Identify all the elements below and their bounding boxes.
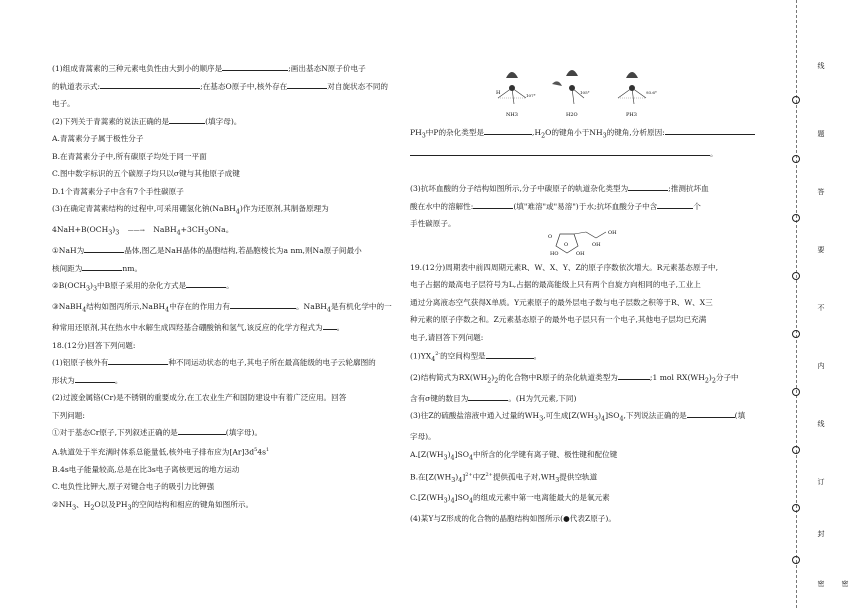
q19-line1: 19.(12分)周期表中前四周期元素R、W、X、Y、Z的原子序数依次增大。R元素基态原子中, [410, 262, 719, 272]
strip-circle [792, 272, 800, 280]
q17-2-option-d: D.1个青蒿素分子中含有7个手性碳原子 [52, 186, 184, 196]
strip-circle [792, 214, 800, 222]
h2o-molecule [552, 70, 590, 118]
q19-3-option-c: $C.[Z(WH_3)_4]SO_4$的组成元素中第一电离能最大的是氧元素 [410, 493, 610, 505]
q18-heading: 18.(12分)回答下列问题: [52, 340, 136, 350]
svg-text:O: O [564, 242, 569, 248]
molecule-geometry-figure [488, 64, 688, 124]
strip-char: 封 [817, 530, 825, 537]
q17-3-stem: (3)在确定青蒿素结构的过程中,可采用硼氢化钠(NaBH$_4$)作为还原剂,其制备原理为 [52, 204, 329, 216]
svg-text:H: H [496, 90, 501, 96]
strip-circle [792, 330, 800, 338]
q17-2-option-b: B.在青蒿素分子中,所有碳原子均处于同一平面 [52, 151, 207, 161]
label-h2o: H2O [566, 112, 578, 118]
strip-circle [792, 446, 800, 454]
q18-3-line1: (3)抗坏血酸的分子结构如图所示,分子中碳原子的轨道杂化类型为 ;推测抗坏血 [410, 180, 755, 198]
svg-text:HO: HO [550, 251, 559, 256]
q17-3-part2: $②B(OCH_3)_3$中B原子采用的杂化方式是 。 [52, 277, 392, 298]
label-ph3: PH3 [626, 112, 637, 118]
strip-outer-char: 密 [841, 580, 849, 587]
q18-1-line1: (1)铝原子核外有 种不同运动状态的电子,其电子所在最高能级的电子云轮廓图的 [52, 354, 392, 372]
svg-text:OH: OH [576, 251, 585, 256]
q17-2-option-c: C.图中数字标识的五个碳原子均只以σ键与其他原子成键 [52, 169, 240, 178]
q19-3-line1: (3)往Z的硫酸盐溶液中通入过量的$WH_3$,可生成$[Z(WH_3)_4]SO_4$,下列说法正确的是 (填 [410, 407, 755, 428]
q19-2-line2: 含有σ键的数目为 。(H为氕元素,下同) [410, 390, 755, 408]
label-nh3: NH3 [506, 112, 518, 118]
q17-2-option-a: A.青蒿素分子属于极性分子 [52, 134, 144, 143]
q19-line2: 电子占据的最高电子层符号为L,占据的最高能级上只有两个自旋方向相同的电子,工业上 [410, 280, 701, 290]
q17-3-part3b: 种常用还原剂,其在热水中水解生成四羟基合硼酸钠和氢气,该反应的化学方程式为 。 [52, 319, 392, 337]
strip-char: 答 [817, 188, 825, 195]
svg-text:OH: OH [592, 242, 601, 248]
q18-2-part2: $②NH_3$、$H_2O$以及$PH_3$的空间结构和相应的键角如图所示。 [52, 499, 254, 512]
strip-char: 内 [817, 362, 825, 369]
q18-2-line1: (2)过渡金属铬(Cr)是不锈钢的重要成分,在工农业生产和国防建设中有着广泛应用。回答 [52, 393, 347, 403]
angle-h2o: 105° [580, 90, 590, 95]
q17-1-line1: (1)组成青蒿素的三种元素电负性由大到小的顺序是 ;画出基态N原子价电子 [52, 60, 392, 78]
binding-margin [774, 0, 860, 608]
q17-3-equation: $4NaH+B(OCH_3)_3$ ——→ $NaBH_4+3CH_3ONa$。 [52, 225, 234, 237]
q18-2-option-b: B.4s电子能量较高,总是在比3s电子离核更远的地方运动 [52, 464, 240, 474]
q17-2-stem: (2)下列关于青蒿素的说法正确的是 (填字母)。 [52, 113, 392, 131]
binding-dashed-line [796, 0, 797, 608]
q18-3-line2: 酸在水中的溶解性: (填"难溶"或"易溶")于水;抗坏血酸分子中含 个 [410, 198, 755, 216]
angle-nh3: 107° [526, 93, 536, 98]
strip-char: 要 [817, 246, 825, 253]
q19-3-option-b: B.在$[Z(WH_3)_4]^{2+}$中$Z^{2+}$提供孤电子对$,WH_3$提供空轨道 [410, 471, 598, 484]
q18-2-option-a: A.轨道处于半充满时体系总能量低,核外电子排布应为$[Ar]3d^54s^1$ [52, 446, 270, 457]
q19-line3: 通过分离液态空气获得X单质。Y元素原子的最外层电子数与电子层数之积等于R、W、X三 [410, 297, 713, 307]
strip-circle [792, 155, 800, 163]
svg-text:O: O [548, 234, 553, 240]
q17-3-part1: ①NaH为 晶体,图乙是NaH晶体的晶胞结构,若晶胞棱长为a nm,则Na原子间最小 [52, 242, 392, 260]
svg-text:OH: OH [608, 230, 617, 236]
strip-char: 不 [817, 304, 825, 311]
left-column [52, 60, 392, 517]
strip-char: 线 [817, 420, 825, 427]
q18-2-option-c: C.电负性比钾大,原子对键合电子的吸引力比钾强 [52, 482, 215, 492]
strip-circle [792, 556, 800, 564]
q18-2-part1: ①对于基态Cr原子,下列叙述正确的是 (填字母)。 [52, 424, 392, 442]
ascorbic-acid-structure [540, 228, 636, 256]
q17-1-line3: 电子。 [52, 99, 75, 108]
ph3-molecule [618, 72, 657, 118]
strip-char: 订 [817, 478, 825, 485]
q19-4: (4)某Y与Z形成的化合物的晶胞结构如图所示(●代表Z原子)。 [410, 514, 616, 524]
strip-char: 题 [817, 130, 825, 137]
strip-circle [792, 96, 800, 104]
q19-line4: 种元素的原子序数之和。Z元素基态原子的最外电子层只有一个电子,其他电子层均已充满 [410, 315, 707, 325]
strip-circle [792, 504, 800, 512]
q19-3-line2: 字母)。 [410, 432, 436, 442]
strip-char: 线 [817, 62, 825, 69]
q17-3-part1b: 核间距为 nm。 [52, 260, 392, 278]
q19-3-option-a: $A.[Z(WH_3)_4]SO_4$中所含的化学键有离子键、极性键和配位键 [410, 449, 618, 462]
q19-2-line1: (2)结构简式为$RX(WH_2)_2$的化合物中R原子的杂化轨道类型为 ;1 mol $RX(WH_2)_2$分子中 [410, 369, 755, 390]
q18-2-line2: 下列问题: [52, 410, 85, 420]
strip-char: 密 [817, 580, 825, 587]
q19-1: $(1)YX_4^{2-}$的空间构型是 。 [410, 346, 755, 369]
q19-line5: 电子,请回答下列问题: [410, 332, 484, 342]
q18-2-ph3-line1: $PH_3$中P的杂化类型是 $,H_2O$的键角小于$NH_3$的键角,分析原因: [410, 124, 755, 145]
q17-3-part3: ③NaBH$_4$结构如图丙所示,NaBH$_4$中存在的作用力有 。NaBH$_4$是有机化学中的一 [52, 298, 392, 319]
angle-ph3: 93.6° [646, 90, 657, 95]
q18-2-ph3-line2: 。 [410, 145, 755, 163]
strip-circle [792, 388, 800, 396]
nh3-molecule [496, 72, 536, 118]
q18-1-line2: 形状为 。 [52, 372, 392, 390]
q18-3-line3: 手性碳原子。 [410, 219, 456, 229]
q17-1-line2: 的轨道表示式: ;在基态O原子中,核外存在 对自旋状态不同的 [52, 78, 392, 96]
right-column [410, 124, 755, 528]
